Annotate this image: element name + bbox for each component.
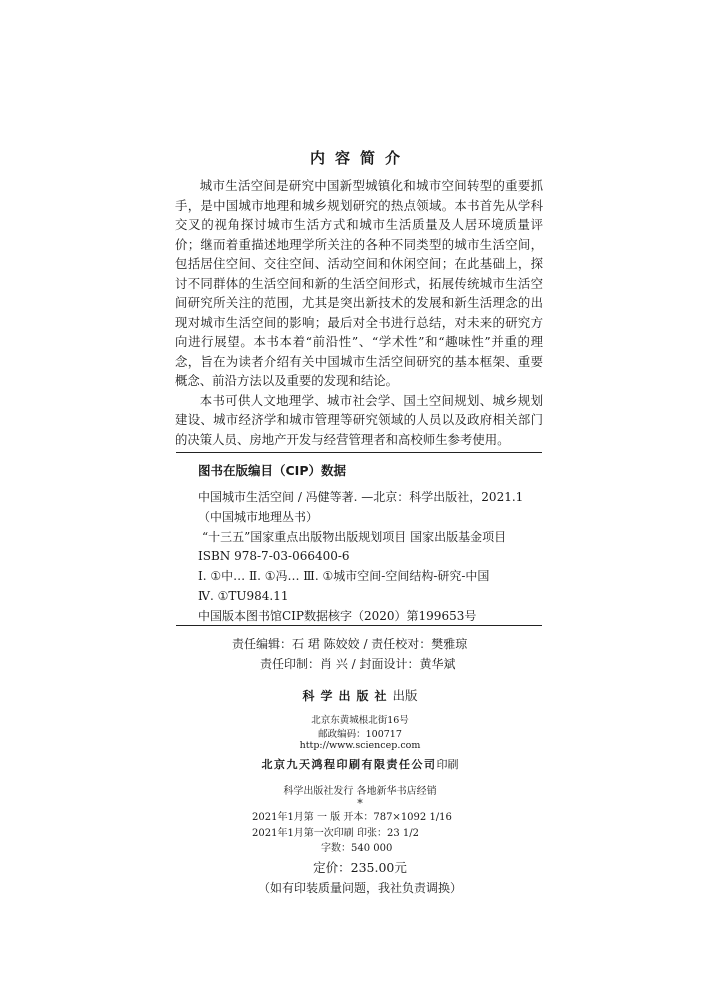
cip-line-series: （中国城市地理丛书）: [198, 509, 319, 524]
cip-data-block: [176, 452, 542, 626]
price: 定价：235.00元: [313, 860, 407, 875]
intro-paragraph-2: 本书可供人文地理学、城市社会学、国土空间规划、城乡规划建设、城市经济学和城市管理等研究领域的人员以及政府相关部门的决策人员、房地产开发与经营管理者和高校师生参考使用。: [175, 392, 543, 447]
publisher-address: 北京东黄城根北街16号: [311, 715, 409, 726]
quality-notice: （如有印装质量问题，我社负责调换）: [257, 881, 462, 895]
publisher-suffix: 出版: [392, 688, 418, 703]
cip-title: 图书在版编目（CIP）数据: [198, 463, 346, 478]
edition-line-2: 2021年1月第一次印刷 印张：23 1/2: [252, 827, 419, 839]
cip-line-isbn: ISBN 978-7-03-066400-6: [198, 549, 350, 564]
credits-line-2: 责任印制：肖 兴 / 封面设计：黄华斌: [260, 657, 456, 671]
publisher-name: 科学出版社: [302, 689, 393, 703]
credits-line-1: 责任编辑：石 珺 陈姣姣 / 责任校对：樊雅琼: [232, 637, 468, 651]
separator-star: *: [357, 797, 363, 810]
publisher-url: http://www.sciencep.com: [299, 740, 421, 751]
edition-line-3: 字数：540 000: [321, 843, 393, 854]
printer-line: [0, 756, 720, 772]
cip-line-project: “十三五”国家重点出版物出版规划项目 国家出版基金项目: [202, 529, 507, 544]
publisher-zip: 邮政编码：100717: [318, 729, 402, 740]
cip-line-subjects: Ⅰ. ①中… Ⅱ. ①冯… Ⅲ. ①城市空间-空间结构-研究-中国: [198, 569, 490, 584]
edition-line-1: 2021年1月第 一 版 开本：787×1092 1/16: [252, 812, 452, 823]
printer-name: 北京九天鸿程印刷有限责任公司: [261, 758, 437, 771]
cip-line-classification: Ⅳ. ①TU984.11: [198, 588, 289, 603]
publisher-line: [0, 686, 720, 704]
cip-lines: [198, 488, 523, 627]
edition-info: [252, 810, 452, 857]
cip-line-title-author: 中国城市生活空间 / 冯健等著. —北京：科学出版社，2021.1: [198, 490, 524, 504]
intro-title: 内容简介: [309, 149, 410, 167]
printer-suffix: 印刷: [436, 758, 459, 771]
cip-line-record-number: 中国版本图书馆CIP数据核字（2020）第199653号: [198, 608, 477, 623]
intro-text: [175, 176, 543, 449]
intro-paragraph-1: 城市生活空间是研究中国新型城镇化和城市空间转型的重要抓手，是中国城市地理和城乡规划研究的热点领域。本书首先从学科交叉的视角探讨城市生活方式和城市生活质量及人居环境质量评价；继而着重描述地理学所关注的各种不同类型的城市生活空间，包括居住空间、交往空间、活动空间和休闲空间；在此基础上，探讨不同群体的生活空间和新的生活空间形式，拓展传统城市生活空间研究所关注的范围，尤其是突出新技术的发展和新生活理念的出现对城市生活空间的影响；最后对全书进行总结，对未来的研究方向进行展望。本书本着“前沿性”、“学术性”和“趣味性”并重的理念，旨在为读者介绍有关中国城市生活空间研究的基本框架、重要概念、前沿方法以及重要的发现和结论。: [175, 178, 543, 388]
distribution-line: 科学出版社发行 各地新华书店经销: [283, 786, 437, 797]
